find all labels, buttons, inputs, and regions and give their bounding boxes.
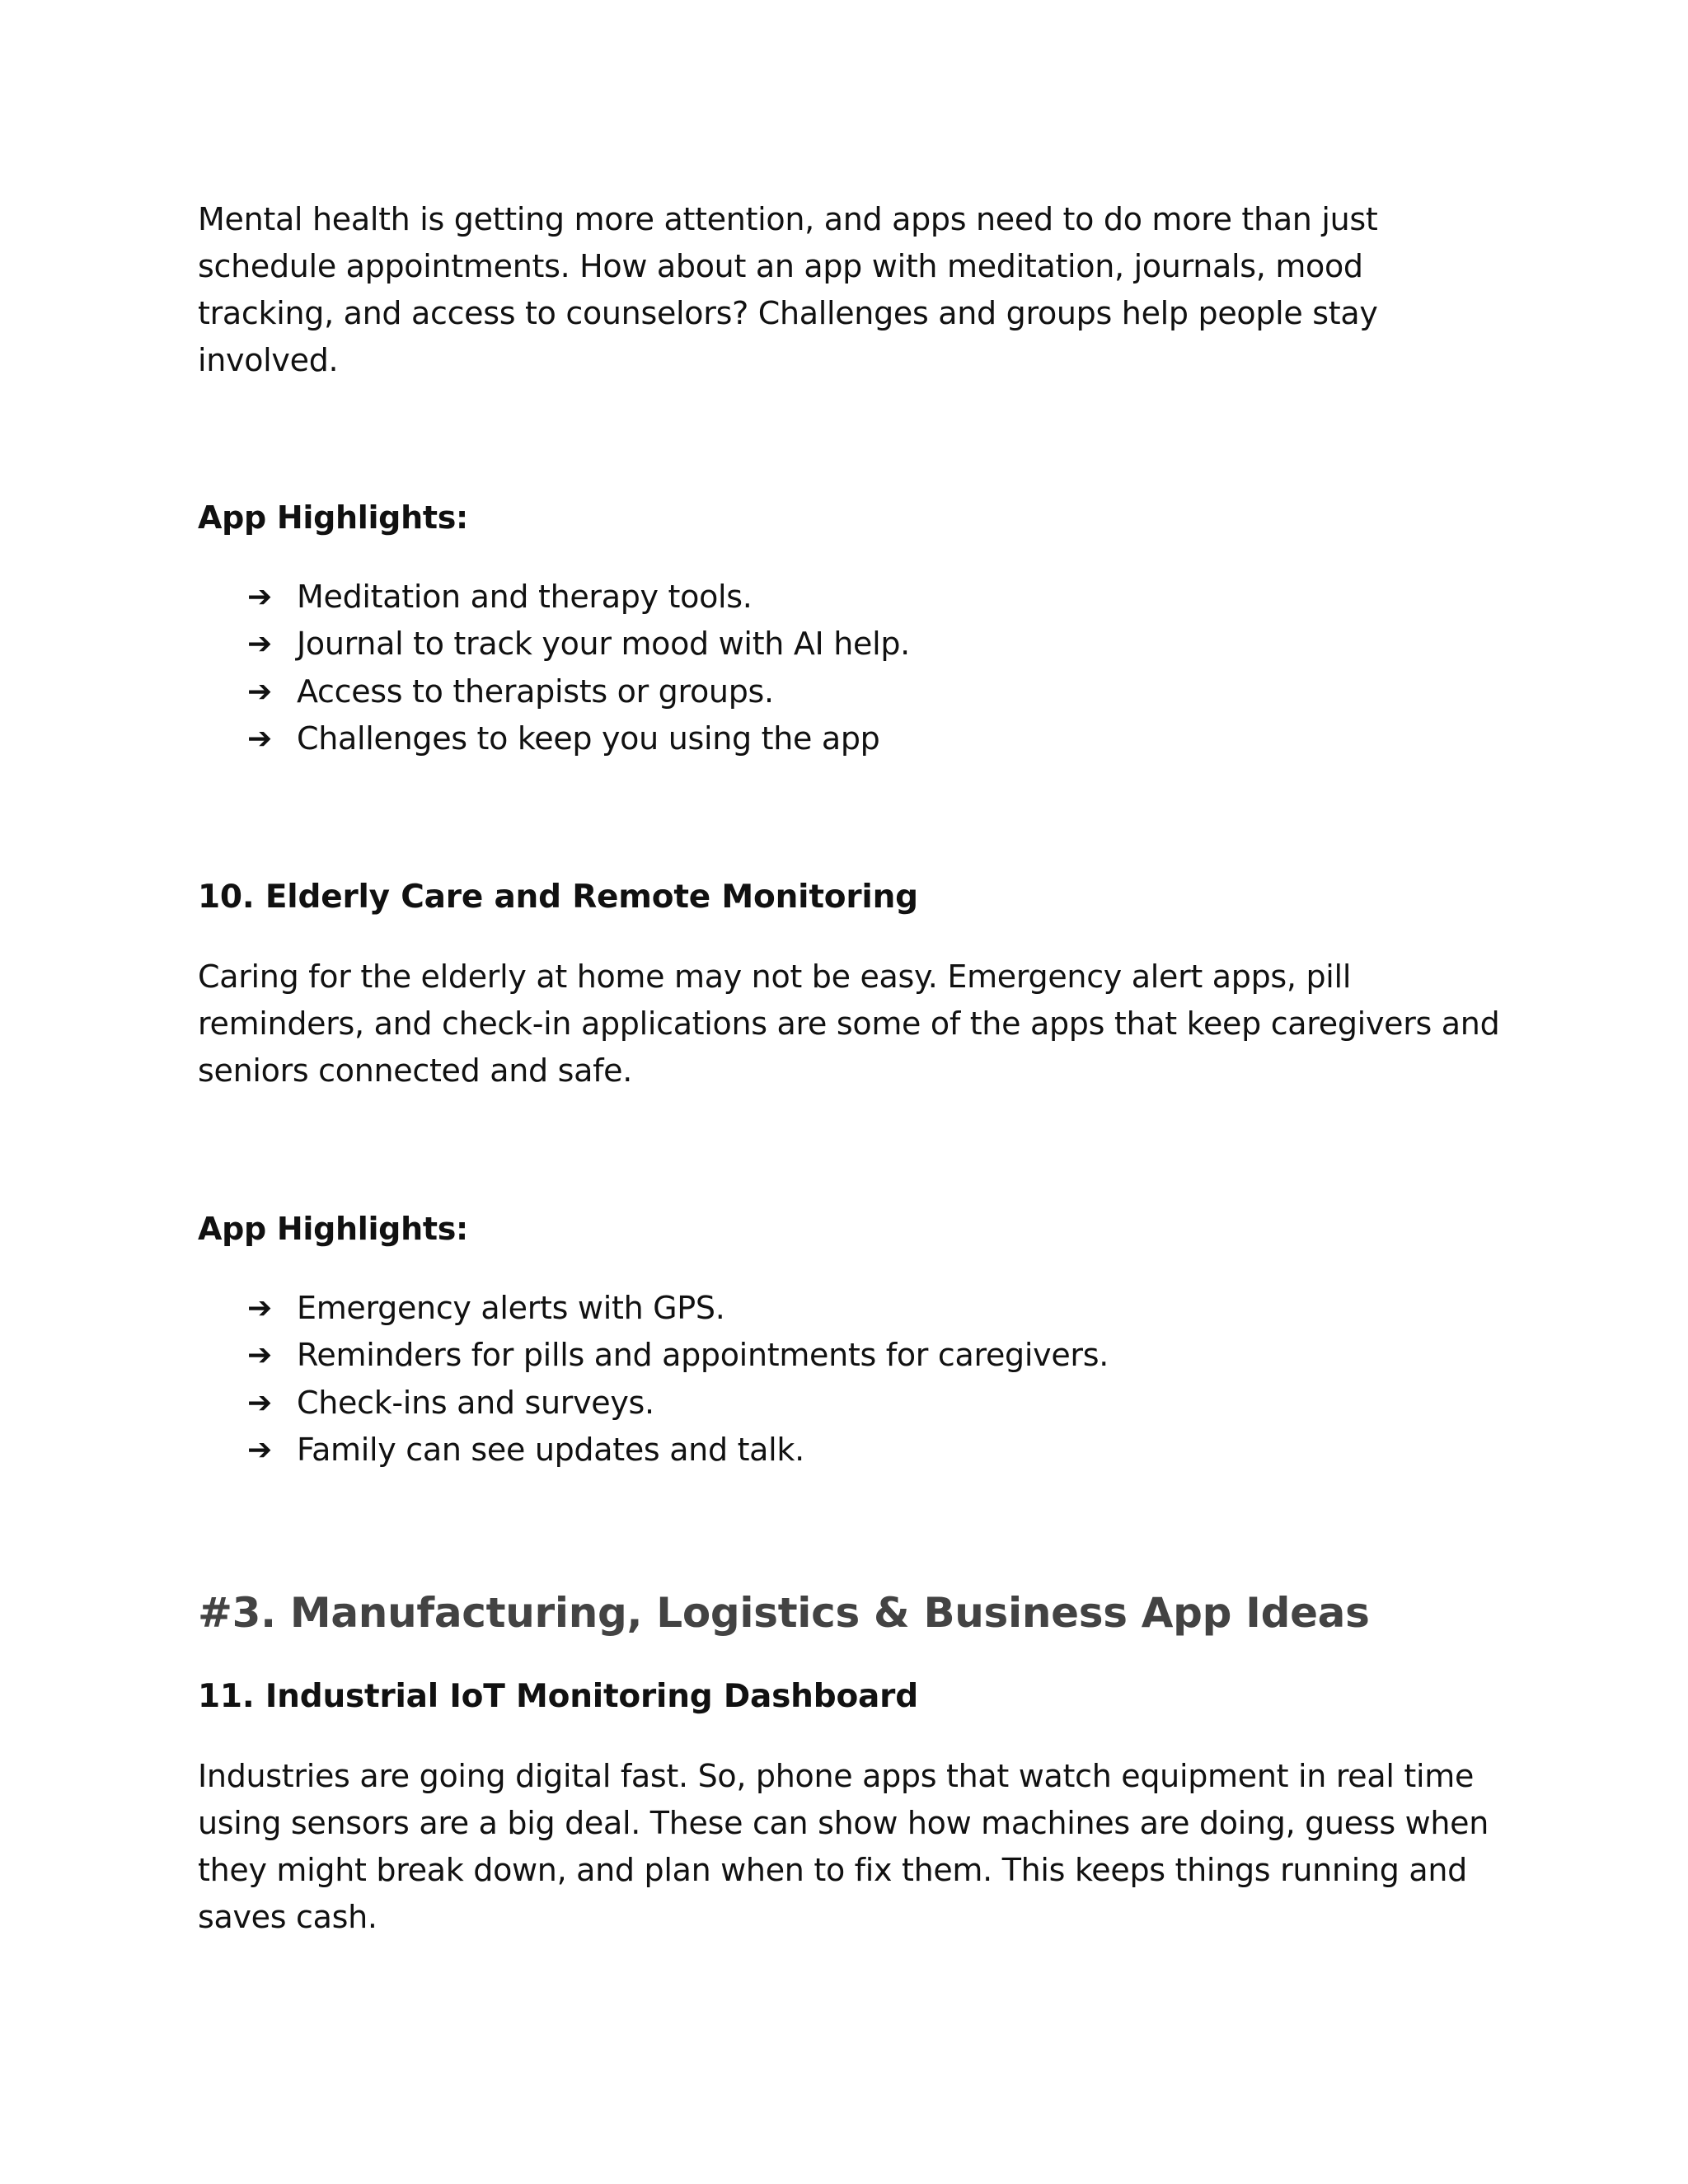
list-item-text: Family can see updates and talk. <box>297 1431 804 1468</box>
list-item-text: Meditation and therapy tools. <box>297 579 753 615</box>
arrow-icon: ➔ <box>247 1291 272 1325</box>
list-item-text: Access to therapists or groups. <box>297 673 774 710</box>
highlights-label-2: App Highlights: <box>198 1211 468 1247</box>
list-item <box>247 715 1484 762</box>
arrow-icon: ➔ <box>247 1432 272 1467</box>
list-item-text: Challenges to keep you using the app <box>297 719 880 757</box>
list-item-text: Emergency alerts with GPS. <box>297 1290 725 1326</box>
list-item <box>247 574 1484 621</box>
intro-paragraph: Mental health is getting more attention, and apps need to do more than just schedule appointments. How about an app with meditation, journals, mood tracking, and access to counselors? Challenges and groups help people stay involved. <box>198 201 1378 378</box>
arrow-icon: ➔ <box>247 627 272 662</box>
list-item <box>247 621 1484 668</box>
section-10-heading: 10. Elderly Care and Remote Monitoring <box>198 879 918 916</box>
list-item-text: Reminders for pills and appointments for caregivers. <box>297 1337 1109 1374</box>
arrow-icon: ➔ <box>247 1385 272 1420</box>
list-item-text: Check-ins and surveys. <box>297 1384 654 1421</box>
category-heading: #3. Manufacturing, Logistics & Business App Ideas <box>198 1589 1370 1637</box>
arrow-icon: ➔ <box>247 580 272 614</box>
highlights-label-1: App Highlights: <box>198 499 468 536</box>
list-item-text: Journal to track your mood with AI help. <box>297 626 910 663</box>
highlights-list-1 <box>247 574 1484 762</box>
arrow-icon: ➔ <box>247 674 272 709</box>
list-item <box>247 668 1484 715</box>
list-item <box>247 1285 1484 1332</box>
section-10-paragraph: Caring for the elderly at home may not be easy. Emergency alert apps, pill reminders, and check-in applications are some of the apps that keep caregivers and seniors connected and safe. <box>198 958 1500 1089</box>
arrow-icon: ➔ <box>247 1338 272 1373</box>
section-11-paragraph: Industries are going digital fast. So, phone apps that watch equipment in real time using sensors are a big deal. These can show how machines are doing, guess when they might break down, and plan when to fix them. This keeps things running and saves cash. <box>198 1758 1489 1935</box>
list-item <box>247 1332 1484 1379</box>
list-item <box>247 1380 1484 1427</box>
section-11-heading: 11. Industrial IoT Monitoring Dashboard <box>198 1678 918 1715</box>
list-item <box>247 1427 1484 1474</box>
highlights-list-2 <box>247 1285 1484 1474</box>
arrow-icon: ➔ <box>247 721 272 756</box>
